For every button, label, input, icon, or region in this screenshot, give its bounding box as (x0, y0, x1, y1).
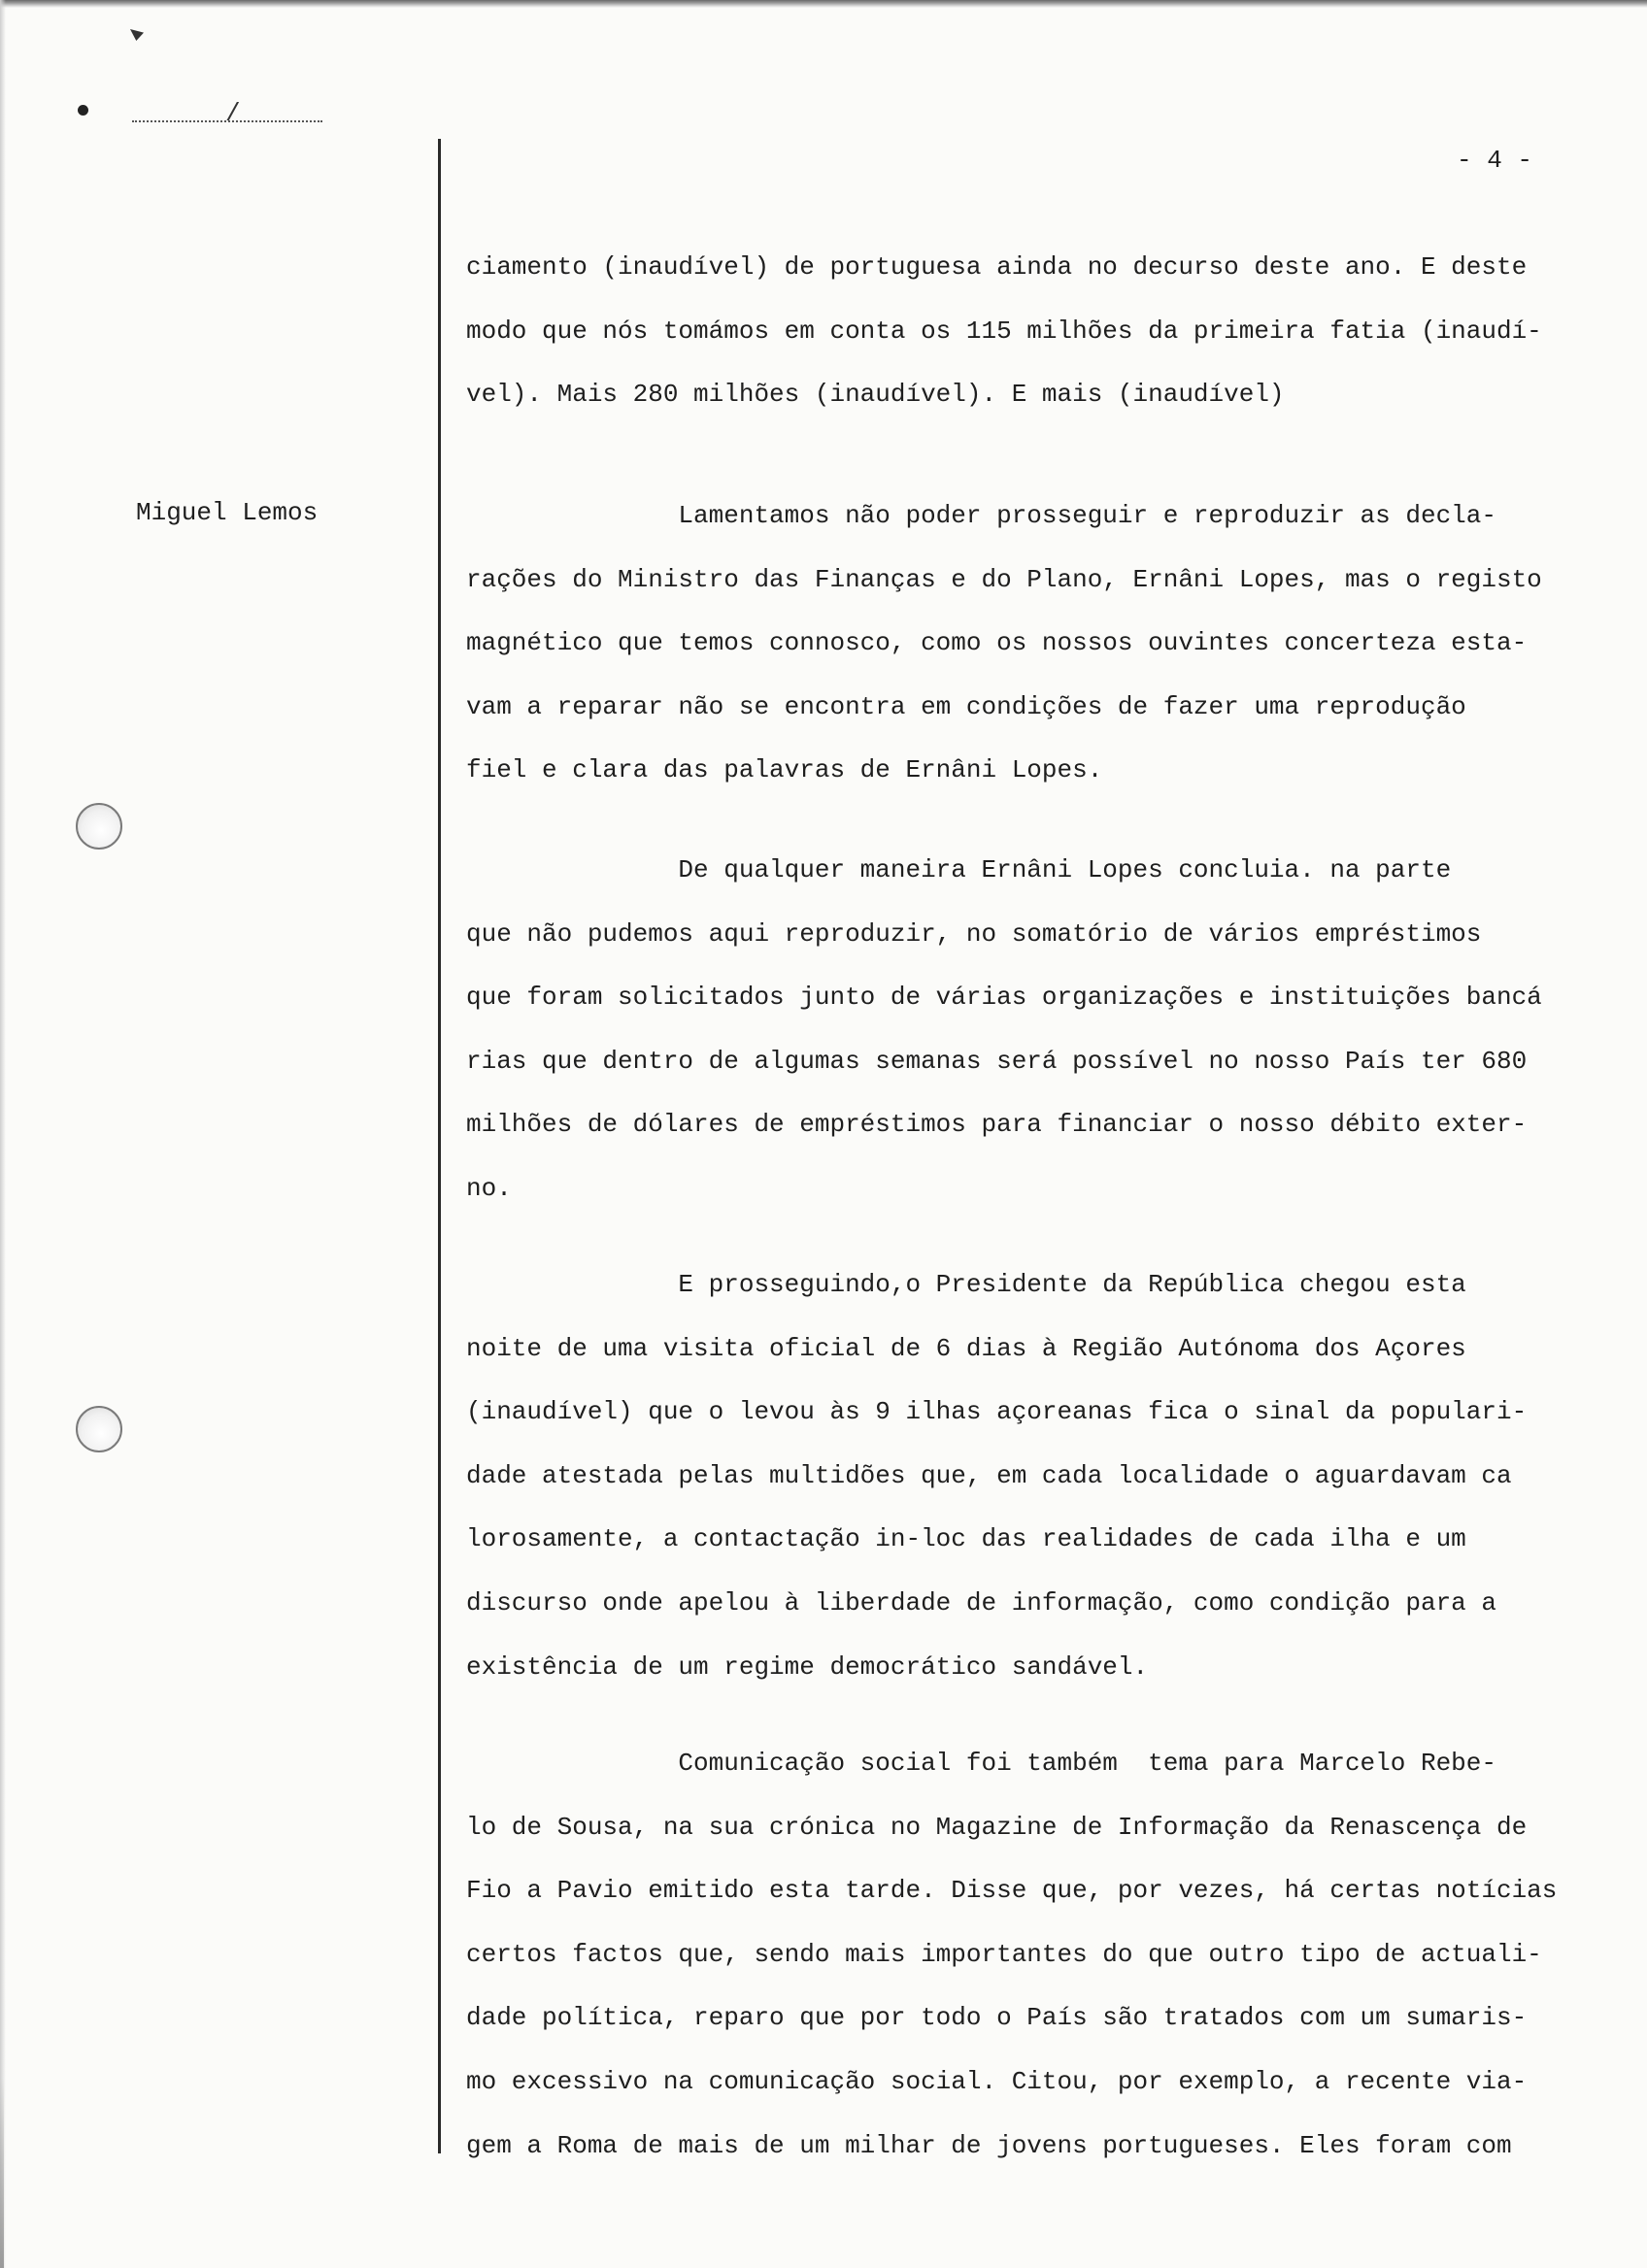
text-line: gem a Roma de mais de um milhar de jovens portugueses. Eles foram com (466, 2130, 1512, 2160)
text-line: Comunicação social foi também tema para Marcelo Rebe- (466, 1749, 1496, 1778)
page-number: - 4 - (1457, 146, 1533, 175)
paragraph-4 (466, 1253, 1622, 1699)
text-line: De qualquer maneira Ernâni Lopes concluia. na parte (466, 855, 1452, 884)
text-line: mo excessivo na comunicação social. Citou, por exemplo, a recente via- (466, 2066, 1528, 2096)
text-line: magnético que temos connosco, como os nossos ouvintes concerteza esta- (466, 628, 1528, 658)
paragraph-3 (466, 839, 1622, 1221)
text-line: vel). Mais 280 milhões (inaudível). E mais (inaudível) (466, 380, 1285, 410)
text-line: que não pudemos aqui reproduzir, no somatório de vários empréstimos (466, 918, 1482, 949)
speaker-name: Miguel Lemos (136, 498, 319, 527)
text-line: fiel e clara das palavras de Ernâni Lopes. (466, 755, 1103, 785)
reference-slash: / (225, 99, 241, 128)
scan-smudge (0, 2078, 4, 2268)
text-line: rações do Ministro das Finanças e do Plano, Ernâni Lopes, mas o registo (466, 564, 1542, 594)
text-line: ciamento (inaudível) de portuguesa ainda no decurso deste ano. E deste (466, 252, 1528, 282)
text-line: E prosseguindo,o Presidente da República chegou esta (466, 1270, 1466, 1299)
text-line: (inaudível) que o levou às 9 ilhas açoreanas fica o sinal da populari- (466, 1397, 1528, 1427)
punch-hole-lower (76, 1406, 122, 1452)
text-line: dade política, reparo que por todo o País são tratados com um sumaris- (466, 2003, 1528, 2033)
scan-top-edge (0, 0, 1647, 8)
text-line: modo que nós tomámos em conta os 115 milhões da primeira fatia (inaudí- (466, 316, 1542, 346)
corner-mark (130, 29, 144, 41)
paragraph-1 (466, 236, 1622, 427)
margin-divider (438, 139, 441, 2153)
text-line: Lamentamos não poder prosseguir e reproduzir as decla- (466, 501, 1496, 530)
punch-dot (78, 105, 88, 116)
text-line: vam a reparar não se encontra em condições de fazer uma reprodução (466, 691, 1466, 721)
paragraph-5 (466, 1732, 1622, 2178)
text-line: noite de uma visita oficial de 6 dias à Região Autónoma dos Açores (466, 1333, 1466, 1363)
text-line: certos factos que, sendo mais importantes do que outro tipo de actuali- (466, 1939, 1542, 1969)
text-line: lo de Sousa, na sua crónica no Magazine de Informação da Renascença de (466, 1812, 1528, 1842)
text-line: no. (466, 1173, 512, 1203)
text-line: Fio a Pavio emitido esta tarde. Disse que, por vezes, há certas notícias (466, 1876, 1558, 1906)
scan-left-edge (0, 0, 6, 2268)
text-line: que foram solicitados junto de várias organizações e instituições bancá (466, 983, 1542, 1013)
reference-line (132, 99, 322, 128)
text-line: milhões de dólares de empréstimos para financiar o nosso débito exter- (466, 1110, 1528, 1140)
text-line: existência de um regime democrático sandável. (466, 1651, 1149, 1682)
text-line: rias que dentro de algumas semanas será possível no nosso País ter 680 (466, 1046, 1528, 1076)
punch-hole-upper (76, 803, 122, 850)
text-line: lorosamente, a contactação in-loc das realidades de cada ilha e um (466, 1524, 1466, 1554)
text-line: discurso onde apelou à liberdade de informação, como condição para a (466, 1587, 1496, 1618)
paragraph-2 (466, 484, 1622, 803)
text-line: dade atestada pelas multidões que, em cada localidade o aguardavam ca (466, 1460, 1512, 1490)
